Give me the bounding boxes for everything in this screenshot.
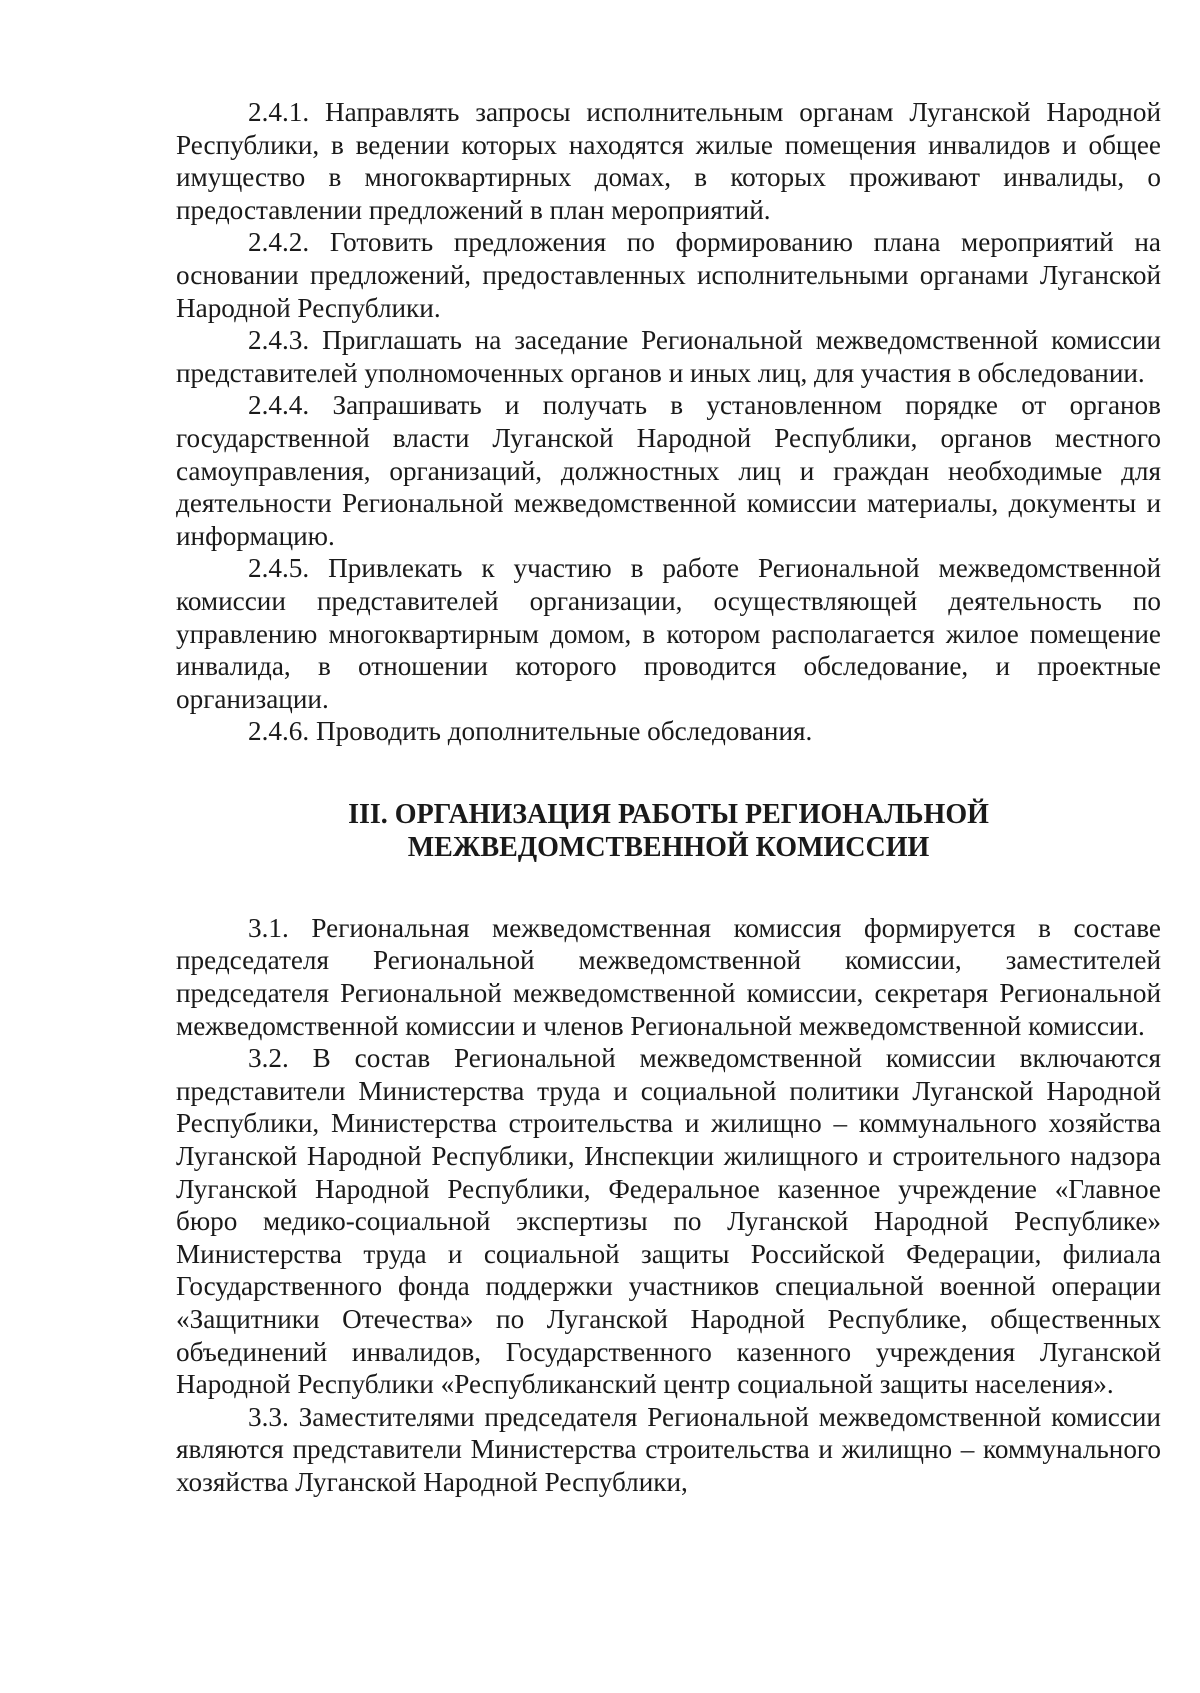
paragraph-2-4-6: 2.4.6. Проводить дополнительные обследования.: [248, 716, 813, 747]
paragraph-2-4-4: 2.4.4. Запрашивать и получать в установленном порядке от органов государственной власти Луганской Народной Республики, органов местного самоуправления, организаций, должностных лиц и граждан необходимые для деятельности Региональной межведомственной комиссии материалы, документы и информацию.: [176, 390, 1161, 551]
section-heading-line-1: III. ОРГАНИЗАЦИЯ РАБОТЫ РЕГИОНАЛЬНОЙ: [348, 798, 989, 830]
document-page: [176, 96, 1161, 1499]
paragraph-2-4-5: 2.4.5. Привлекать к участию в работе Региональной межведомственной комиссии представителей организации, осуществляющей деятельность по управлению многоквартирным домом, в котором располагается жилое помещение инвалида, в отношении которого проводится обследование, и проектные организации.: [176, 553, 1161, 714]
section-heading: [176, 798, 1161, 864]
section-heading-line-2: МЕЖВЕДОМСТВЕННОЙ КОМИССИИ: [407, 831, 930, 863]
paragraph-3-1: 3.1. Региональная межведомственная комиссия формируется в составе председателя Региональной межведомственной комиссии, заместителей председателя Региональной межведомственной комиссии, секретаря Региональной межведомственной комиссии и членов Региональной межведомственной комиссии.: [176, 912, 1161, 1041]
paragraph-3-3: 3.3. Заместителями председателя Региональной межведомственной комиссии являются представители Министерства строительства и жилищно – коммунального хозяйства Луганской Народной Республики,: [176, 1401, 1161, 1497]
paragraph-2-4-1: 2.4.1. Направлять запросы исполнительным органам Луганской Народной Республики, в ведении которых находятся жилые помещения инвалидов и общее имущество в многоквартирных домах, в которых проживают инвалиды, о предоставлении предложений в план мероприятий.: [176, 97, 1161, 225]
paragraph-2-4-3: 2.4.3. Приглашать на заседание Региональной межведомственной комиссии представителей уполномоченных органов и иных лиц, для участия в обследовании.: [176, 325, 1161, 388]
paragraph-2-4-2: 2.4.2. Готовить предложения по формированию плана мероприятий на основании предложений, предоставленных исполнительными органами Луганской Народной Республики.: [176, 227, 1161, 323]
paragraph-3-2: 3.2. В состав Региональной межведомственной комиссии включаются представители Министерства труда и социальной политики Луганской Народной Республики, Министерства строительства и жилищно – коммунального хозяйства Луганской Народной Республики, Инспекции жилищного и строительного надзора Луганской Народной Республики, Федеральное казенное учреждение «Главное бюро медико-социальной экспертизы по Луганской Народной Республике» Министерства труда и социальной защиты Российской Федерации, филиала Государственного фонда поддержки участников специальной военной операции «Защитники Отечества» по Луганской Народной Республике, общественных объединений инвалидов, Государственного казенного учреждения Луганской Народной Республики «Республиканский центр социальной защиты населения».: [176, 1043, 1161, 1400]
